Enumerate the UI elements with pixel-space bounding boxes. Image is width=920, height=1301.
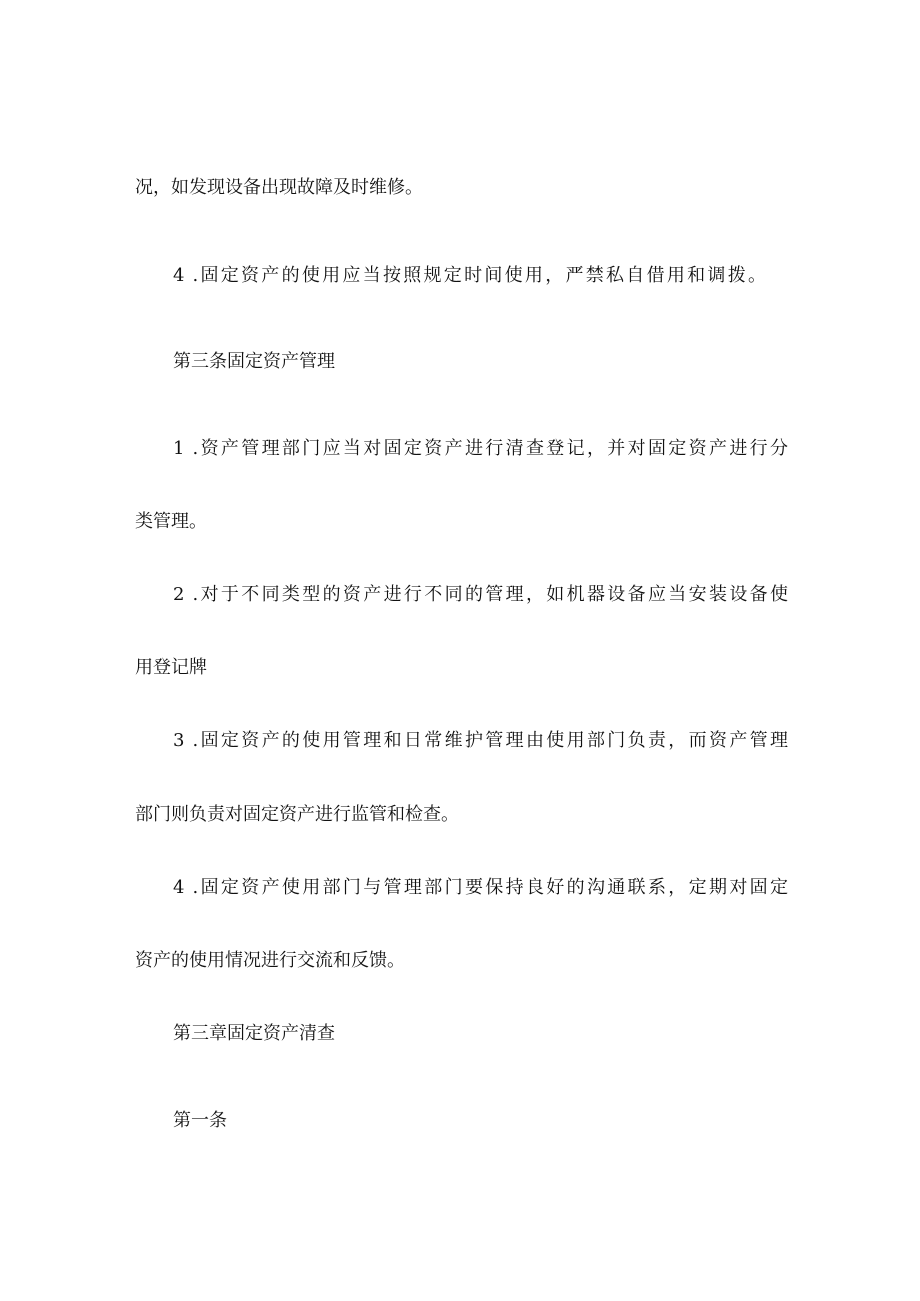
- paragraph-line: 类管理。: [135, 511, 207, 532]
- list-item-1-registration: 1 .资产管理部门应当对固定资产进行清查登记，并对固定资产进行分: [173, 438, 788, 459]
- chapter-heading-3: 第三章固定资产清查: [173, 1023, 335, 1044]
- list-item-4-communication: 4 .固定资产使用部门与管理部门要保持良好的沟通联系，定期对固定: [173, 877, 788, 898]
- paragraph-line: 资产的使用情况进行交流和反馈。: [135, 950, 405, 971]
- article-heading-1: 第一条: [173, 1110, 227, 1131]
- article-heading-3: 第三条固定资产管理: [173, 351, 335, 372]
- list-item-3-maintenance: 3 .固定资产的使用管理和日常维护管理由使用部门负责，而资产管理: [173, 730, 788, 751]
- list-item-4-usage-time: 4 .固定资产的使用应当按照规定时间使用，严禁私自借用和调拨。: [173, 265, 766, 286]
- list-item-2-asset-types: 2 .对于不同类型的资产进行不同的管理，如机器设备应当安装设备使: [173, 584, 788, 605]
- paragraph-line: 况，如发现设备出现故障及时维修。: [135, 177, 423, 198]
- paragraph-line: 用登记牌: [135, 657, 207, 678]
- paragraph-line: 部门则负责对固定资产进行监管和检查。: [135, 804, 459, 825]
